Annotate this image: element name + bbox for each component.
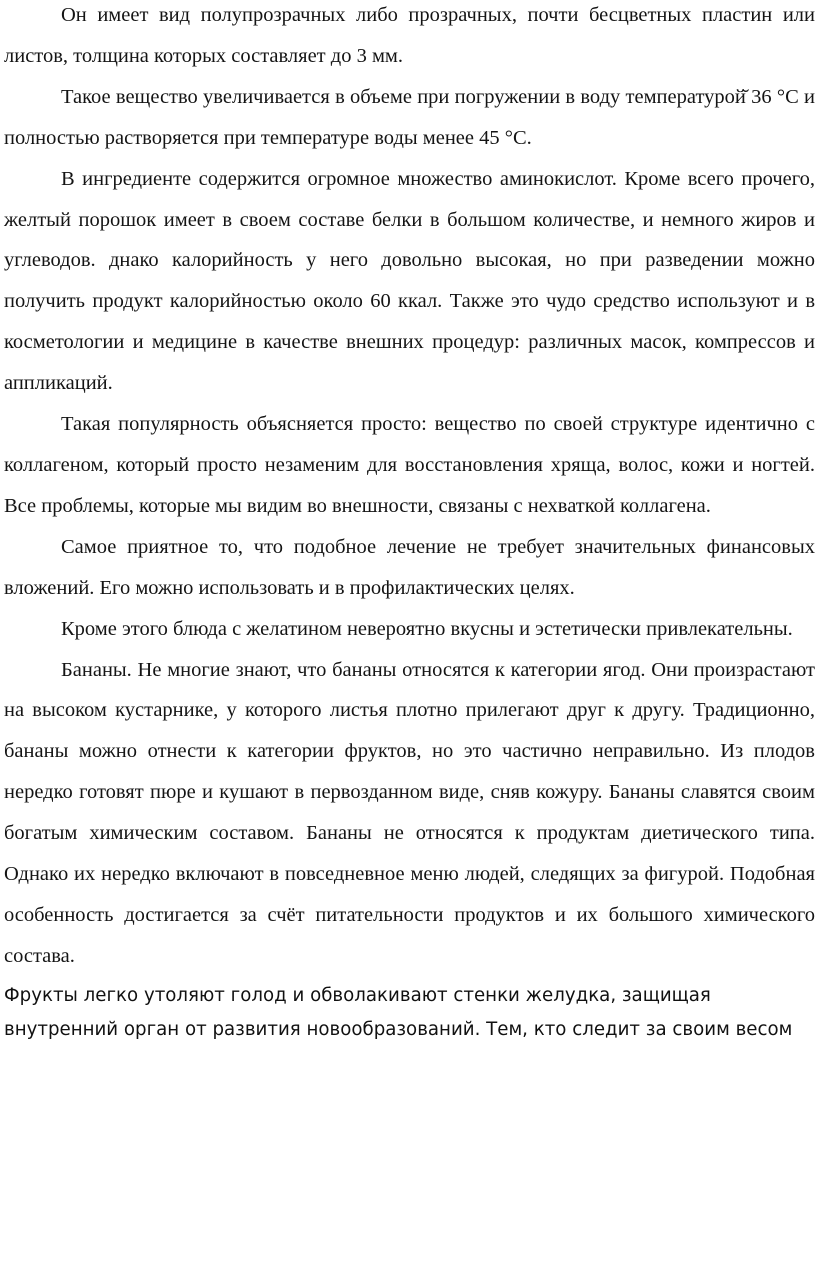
paragraph-gelatin-composition: В ингредиенте содержится огромное множество аминокислот. Кроме всего прочего, желтый порошок имеет в своем составе белки в большом количестве, и немного жиров и углеводов. днако калорийность у него довольно высокая, но при разведении можно получить продукт калорийностью около 60 ккал. Также это чудо средство используют и в косметологии и медицине в качестве внешних процедур: различных масок, компрессов и аппликаций. [4,167,815,395]
paragraph-gelatin-popularity: Такая популярность объясняется просто: вещество по своей структуре идентично с коллагеном, который просто незаменим для восстановления хряща, волос, кожи и ногтей. Все проблемы, которые мы видим во внешности, связаны с нехваткой коллагена. [4,413,815,517]
paragraph-gelatin-cost: Самое приятное то, что подобное лечение не требует значительных финансовых вложений. Его можно использовать и в профилактических целях. [4,535,815,599]
paragraph-gelatin-appearance: Он имеет вид полупрозрачных либо прозрачных, почти бесцветных пластин или листов, толщина которых составляет до 3 мм. [4,4,815,67]
paragraph-gelatin-swelling: Такое вещество увеличивается в объеме при погружении в воду температурой̆ 36 °С и полностью растворяется при температуре воды менее 45 °С. [4,85,815,149]
paragraph-gelatin-dishes: Кроме этого блюда с желатином невероятно вкусны и эстетически привлекательны. [61,617,793,640]
paragraph-bananas: Бананы. Не многие знают, что бананы относятся к категории ягод. Они произрастают на высоком кустарнике, у которого листья плотно прилегают друг к другу. Традиционно, бананы можно отнести к категории фруктов, но это частично неправильно. Из плодов нередко готовят пюре и кушают в первозданном виде, сняв кожуру. Бананы славятся своим богатым химическим составом. Бананы не относятся к продуктам диетического типа. Однако их нередко включают в повседневное меню людей, следящих за фигурой. Подобная особенность достигается за счёт питательности продуктов и их большого химического состава. [4,658,815,967]
paragraph-fruits-closing: Фрукты легко утоляют голод и обволакивают стенки желудка, защищая внутренний орган от развития новообразований. Тем, кто следит за своим весом [4,984,793,1041]
